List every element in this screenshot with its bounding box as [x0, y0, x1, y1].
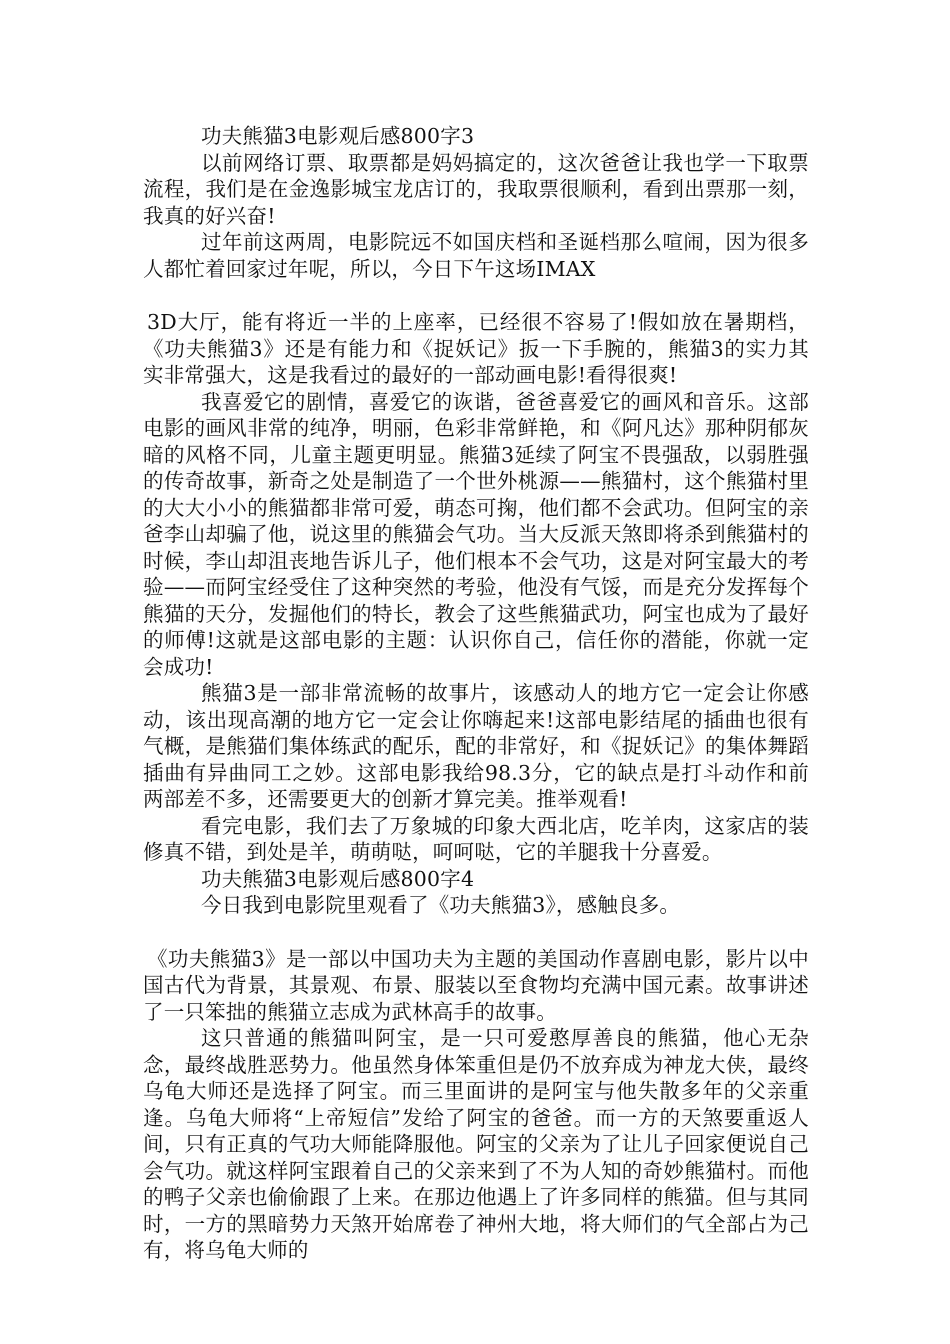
- section-title: 功夫熊猫3电影观后感800字3: [201, 124, 475, 148]
- paragraph-gap: [143, 282, 809, 309]
- paragraph-gap: [143, 919, 809, 946]
- paragraph: 以前网络订票、取票都是妈妈搞定的，这次爸爸让我也学一下取票流程，我们是在金逸影城宝龙店订的，我取票很顺利，看到出票那一刻，我真的好兴奋!: [143, 150, 809, 228]
- paragraph: 《功夫熊猫3》是一部以中国功夫为主题的美国动作喜剧电影，影片以中国古代为背景，其景观、布景、服装以至食物均充满中国元素。故事讲述了一只笨拙的熊猫立志成为武林高手的故事。: [143, 946, 809, 1024]
- paragraph: 3D大厅，能有将近一半的上座率，已经很不容易了!假如放在暑期档，《功夫熊猫3》还是有能力和《捉妖记》扳一下手腕的，熊猫3的实力其实非常强大，这是我看过的最好的一部动画电影!看得很爽!: [143, 310, 809, 387]
- paragraph: 过年前这两周，电影院远不如国庆档和圣诞档那么喧闹，因为很多人都忙着回家过年呢，所以，今日下午这场IMAX: [143, 230, 809, 281]
- paragraph: 我喜爱它的剧情，喜爱它的诙谐，爸爸喜爱它的画风和音乐。这部电影的画风非常的纯净，明丽，色彩非常鲜艳，和《阿凡达》那种阴郁灰暗的风格不同，儿童主题更明显。熊猫3延续了阿宝不畏强敌，以弱胜强的传奇故事，新奇之处是制造了一个世外桃源——熊猫村，这个熊猫村里的大大小小的熊猫都非常可爱，萌态可掬，他们都不会武功。但阿宝的亲爸李山却骗了他，说这里的熊猫会气功。当大反派天煞即将杀到熊猫村的时候，李山却沮丧地告诉儿子，他们根本不会气功，这是对阿宝最大的考验——而阿宝经受住了这种突然的考验，他没有气馁，而是充分发挥每个熊猫的天分，发掘他们的特长，教会了这些熊猫武功，阿宝也成为了最好的师傅!这就是这部电影的主题：认识你自己，信任你的潜能，你就一定会成功!: [143, 389, 809, 679]
- article-section-3: [143, 123, 809, 1264]
- paragraph: 今日我到电影院里观看了《功夫熊猫3》，感触良多。: [201, 893, 681, 917]
- paragraph: 这只普通的熊猫叫阿宝，是一只可爱憨厚善良的熊猫，他心无杂念，最终战胜恶势力。他虽然身体笨重但是仍不放弃成为神龙大侠，最终乌龟大师还是选择了阿宝。而三里面讲的是阿宝与他失散多年的父亲重逢。乌龟大师将“上帝短信”发给了阿宝的爸爸。而一方的天煞要重返人间，只有正真的气功大师能降服他。阿宝的父亲为了让儿子回家便说自己会气功。就这样阿宝跟着自己的父亲来到了不为人知的奇妙熊猫村。而他的鸭子父亲也偷偷跟了上来。在那边他遇上了许多同样的熊猫。但与其同时，一方的黑暗势力天煞开始席卷了神州大地，将大师们的气全部占为己有，将乌龟大师的: [143, 1026, 809, 1262]
- paragraph: 看完电影，我们去了万象城的印象大西北店，吃羊肉，这家店的装修真不错，到处是羊，萌萌哒，呵呵哒，它的羊腿我十分喜爱。: [143, 813, 809, 864]
- paragraph: 熊猫3是一部非常流畅的故事片，该感动人的地方它一定会让你感动，该出现高潮的地方它一定会让你嗨起来!这部电影结尾的插曲也很有气概，是熊猫们集体练武的配乐，配的非常好，和《捉妖记》的集体舞蹈插曲有异曲同工之妙。这部电影我给98.3分，它的缺点是打斗动作和前两部差不多，还需要更大的创新才算完美。推举观看!: [143, 681, 809, 811]
- section-title: 功夫熊猫3电影观后感800字4: [201, 866, 475, 891]
